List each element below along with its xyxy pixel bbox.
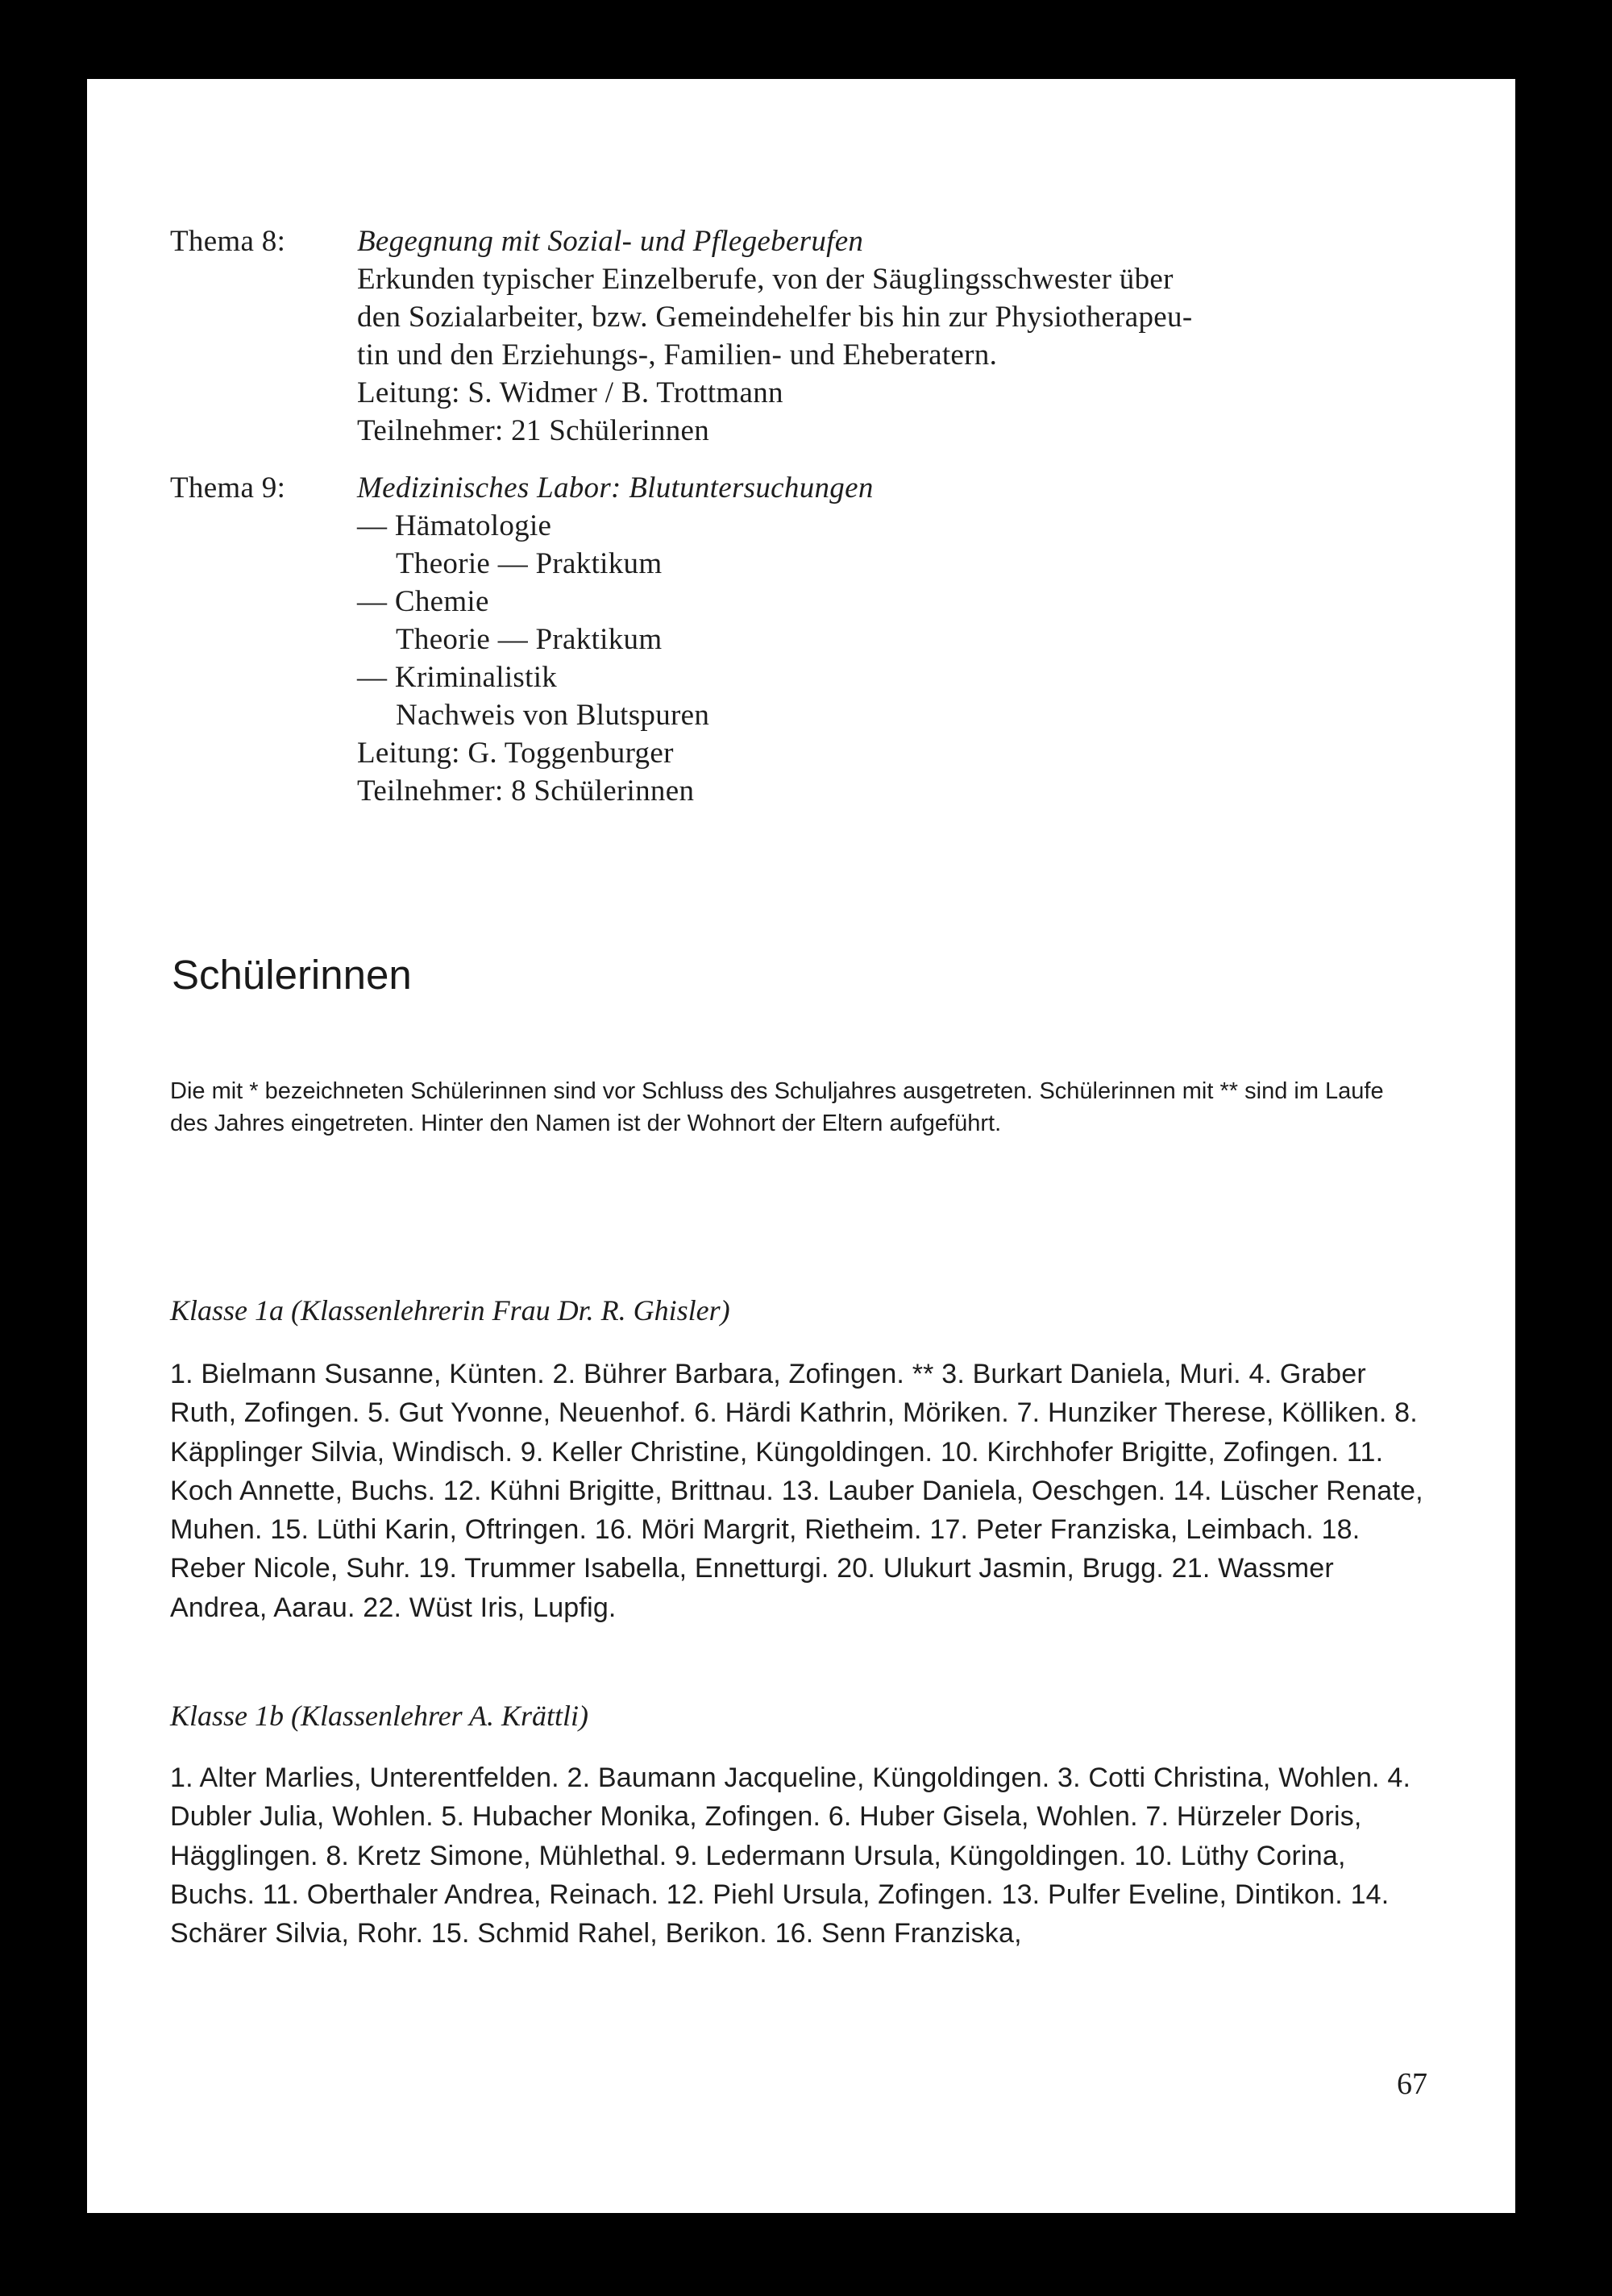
topic-label: Thema 9: [170, 471, 286, 504]
topic-leader: Leitung: S. Widmer / B. Trottmann [357, 376, 783, 409]
topic-title: Begegnung mit Sozial- und Pflegeberufen [357, 225, 864, 258]
topic-subject-detail: Theorie — Praktikum [396, 547, 663, 580]
topic-line: tin und den Erziehungs-, Familien- und Eheberatern. [357, 338, 998, 372]
page-number: 67 [1397, 2067, 1427, 2101]
topic-9 [170, 469, 1427, 810]
topic-subject: — Hämatologie [357, 509, 552, 542]
topic-subject-detail: Theorie — Praktikum [396, 623, 663, 656]
topic-line: Erkunden typischer Einzelberufe, von der Säuglingsschwester über [357, 263, 1174, 296]
student-list: 1. Alter Marlies, Unterentfelden. 2. Baumann Jacqueline, Küngoldingen. 3. Cotti Christina, Wohlen. 4. Dubler Julia, Wohlen. 5. Hubacher Monika, Zofingen. 6. Huber Gisela, Wohlen. 7. Hürzeler Doris, Hägglingen. 8. Kretz Simone, Mühlethal. 9. Ledermann Ursula, Küngoldingen. 10. Lüthy Corina, Buchs. 11. Oberthaler Andrea, Reinach. 12. Piehl Ursula, Zofingen. 13. Pulfer Eveline, Dintikon. 14. Schärer Silvia, Rohr. 15. Schmid Rahel, Berikon. 16. Senn Franziska, [170, 1762, 1411, 1949]
topic-subject: — Chemie [357, 585, 489, 618]
topic-participants: Teilnehmer: 21 Schülerinnen [357, 414, 710, 447]
class-heading: Klasse 1a (Klassenlehrerin Frau Dr. R. Ghisler) [170, 1294, 730, 1327]
intro-paragraph: Die mit * bezeichneten Schülerinnen sind vor Schluss des Schuljahres ausgetreten. Schülerinnen mit ** sind im Laufe des Jahres eingetreten. Hinter den Namen ist der Wohnort der Eltern aufgeführt. [170, 1078, 1384, 1136]
class-heading: Klasse 1b (Klassenlehrer A. Krättli) [170, 1700, 589, 1732]
topic-line: den Sozialarbeiter, bzw. Gemeindehelfer bis hin zur Physiotherapeu- [357, 301, 1193, 334]
document-page [87, 79, 1515, 2213]
topics-section [170, 222, 1427, 810]
topic-subject: — Kriminalistik [357, 661, 558, 694]
student-list: 1. Bielmann Susanne, Künten. 2. Bührer Barbara, Zofingen. ** 3. Burkart Daniela, Muri. 4. Graber Ruth, Zofingen. 5. Gut Yvonne, Neuenhof. 6. Härdi Kathrin, Möriken. 7. Hunziker Therese, Kölliken. 8. Käpplinger Silvia, Windisch. 9. Keller Christine, Küngoldingen. 10. Kirchhofer Brigitte, Zofingen. 11. Koch Annette, Buchs. 12. Kühni Brigitte, Brittnau. 13. Lauber Daniela, Oeschgen. 14. Lüscher Renate, Muhen. 15. Lüthi Karin, Oftringen. 16. Möri Margrit, Rietheim. 17. Peter Franziska, Leimbach. 18. Reber Nicole, Suhr. 19. Trummer Isabella, Ennetturgi. 20. Ulukurt Jasmin, Brugg. 21. Wassmer Andrea, Aarau. 22. Wüst Iris, Lupfig. [170, 1359, 1423, 1623]
topic-label: Thema 8: [170, 225, 286, 258]
topic-body [357, 222, 1421, 450]
topic-body [357, 469, 1421, 810]
topic-leader: Leitung: G. Toggenburger [357, 737, 674, 770]
topic-title: Medizinisches Labor: Blutuntersuchungen [357, 471, 874, 504]
section-heading: Schülerinnen [172, 952, 412, 998]
topic-participants: Teilnehmer: 8 Schülerinnen [357, 774, 695, 808]
topic-8 [170, 222, 1427, 450]
topic-subject-detail: Nachweis von Blutspuren [396, 699, 710, 732]
